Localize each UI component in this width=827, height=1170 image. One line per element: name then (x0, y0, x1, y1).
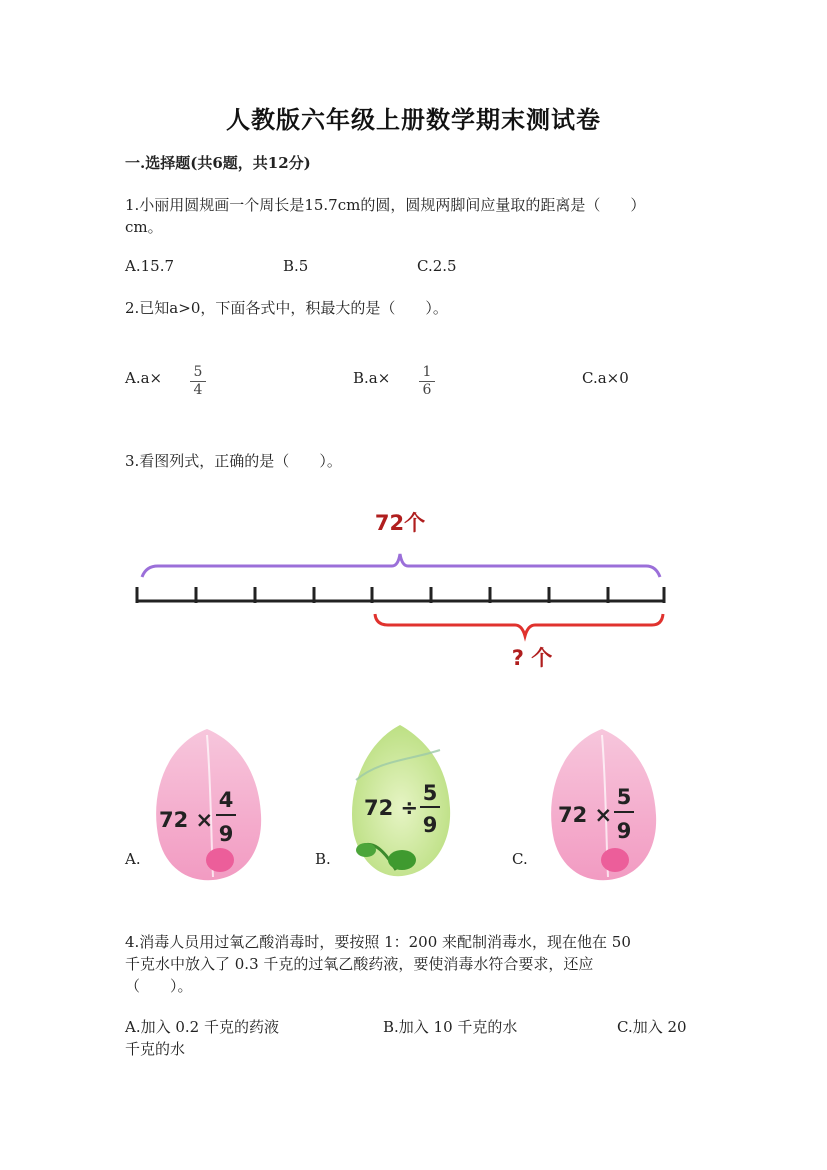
q4-line1: 4.消毒人员用过氧乙酸消毒时，要按照 1：200 来配制消毒水，现在他在 50 (125, 933, 631, 951)
q4-option-a: A.加入 0.2 千克的药液 (125, 1018, 279, 1036)
q1-option-b: B.5 (283, 257, 309, 275)
option-a-denominator: 9 (218, 822, 234, 846)
q2-fraction-a (190, 365, 206, 398)
option-b-numerator: 5 (422, 781, 438, 805)
q2-fraction-a-den: 4 (193, 382, 203, 398)
q3-option-b-letter: B. (315, 850, 331, 868)
q4-line3: （ ）。 (125, 977, 193, 995)
diagram-bottom-label: ? 个 (511, 646, 553, 670)
q3-option-c-letter: C. (512, 850, 528, 868)
q1-option-c: C.2.5 (417, 257, 457, 275)
q2-fraction-b-den: 6 (422, 382, 432, 398)
option-b-expression: 72 ÷ (364, 796, 419, 820)
q4-option-c-continued: 千克的水 (125, 1040, 186, 1058)
section-heading: 一.选择题(共6题，共12分) (125, 154, 311, 172)
q4-option-c: C.加入 20 (617, 1018, 687, 1036)
q4-option-b: B.加入 10 千克的水 (383, 1018, 518, 1036)
q2-text: 2.已知a>0，下面各式中，积最大的是（ ）。 (125, 299, 448, 317)
option-c-denominator: 9 (616, 819, 632, 843)
q2-option-c: C.a×0 (582, 369, 629, 387)
page-title: 人教版六年级上册数学期末测试卷 (226, 105, 601, 134)
total-brace (142, 554, 660, 577)
leaf-card-b (340, 720, 460, 885)
q3-option-a-letter: A. (125, 850, 141, 868)
diagram-top-label: 72个 (374, 511, 426, 535)
option-a-expression: 72 × (159, 808, 214, 832)
small-pink-leaf-icon (601, 848, 629, 872)
leaf-card-c (540, 725, 665, 885)
leaf-card-a (145, 725, 270, 885)
q2-option-a: A.a× (125, 369, 163, 387)
q4-line2: 千克水中放入了 0.3 千克的过氧乙酸药液，要使消毒水符合要求，还应 (125, 955, 594, 973)
q1-line2: cm。 (125, 218, 163, 236)
option-c-expression: 72 × (558, 803, 613, 827)
option-b-denominator: 9 (422, 813, 438, 837)
small-green-leaf-icon (388, 850, 416, 870)
q2-fraction-b (419, 365, 435, 398)
q1-line1: 1.小丽用圆规画一个周长是15.7cm的圆，圆规两脚间应量取的距离是（ ） (125, 196, 646, 214)
q3-text: 3.看图列式，正确的是（ ）。 (125, 452, 342, 470)
q2-fraction-a-num: 5 (193, 364, 203, 380)
option-a-numerator: 4 (218, 788, 234, 812)
segment-diagram (120, 500, 680, 680)
q2-fraction-b-num: 1 (422, 364, 432, 380)
q1-option-a: A.15.7 (125, 257, 174, 275)
option-c-numerator: 5 (616, 785, 632, 809)
small-pink-leaf-icon (206, 848, 234, 872)
q2-option-b: B.a× (353, 369, 391, 387)
part-brace (375, 614, 663, 636)
